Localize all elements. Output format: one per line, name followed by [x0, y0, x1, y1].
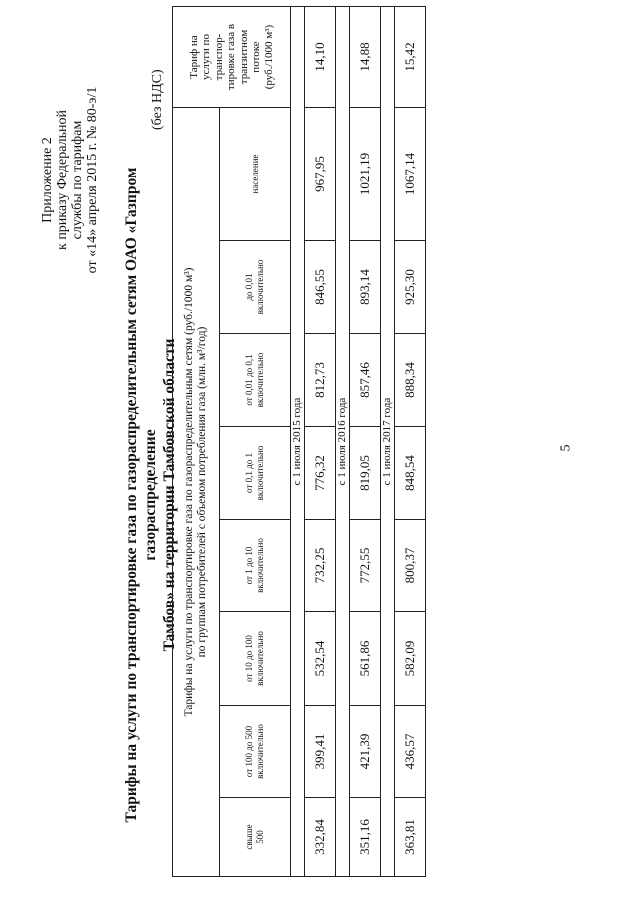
vat-note: (без НДС) — [150, 69, 165, 130]
transit-header-line: тировке газа в — [225, 23, 238, 91]
column-header — [220, 108, 291, 241]
table-cell: 1067,14 — [395, 108, 426, 241]
column-header-line: до 0,01 — [244, 273, 254, 301]
column-header-line: от 10 до 100 — [244, 635, 254, 682]
page-number: 5 — [558, 444, 574, 452]
appendix-line: от «14» апреля 2015 г. № 80-э/1 — [85, 86, 100, 274]
table-cell: 800,37 — [395, 520, 426, 612]
group-header-line: по группам потребителей с объемом потребления газа (млн. м³/год) — [196, 326, 208, 658]
column-header — [220, 520, 291, 612]
period-label: с 1 июля 2015 года — [291, 7, 305, 877]
group-header — [173, 108, 220, 877]
period-label: с 1 июля 2016 года — [336, 7, 350, 877]
table-cell: 732,25 — [305, 520, 336, 612]
column-header — [220, 334, 291, 427]
document-title — [122, 125, 179, 865]
table-cell: 399,41 — [305, 706, 336, 798]
column-header-line: от 0,1 до 1 — [244, 453, 254, 493]
column-header — [220, 241, 291, 334]
column-header-line: включительно — [255, 631, 265, 686]
table-cell: 582,09 — [395, 612, 426, 706]
title-line: Тарифы на услуги по транспортировке газа по газораспределительным сетям ОАО «Газпром газораспределение — [123, 167, 159, 823]
appendix-line: к приказу Федеральной — [55, 110, 70, 250]
column-header — [220, 798, 291, 877]
column-header-line: включительно — [255, 538, 265, 593]
column-header-line: 500 — [255, 830, 265, 844]
table-cell: 532,54 — [305, 612, 336, 706]
transit-header-line: (руб./1000 м³) — [262, 24, 275, 90]
table-cell: 776,32 — [305, 427, 336, 520]
table-cell: 14,10 — [305, 7, 336, 108]
tariff-table — [172, 6, 426, 877]
period-label: с 1 июля 2017 года — [381, 7, 395, 877]
column-header-line: от 100 до 500 — [244, 725, 254, 778]
transit-header-line: услуги по — [200, 34, 213, 80]
table-cell: 925,30 — [395, 241, 426, 334]
table-cell: 967,95 — [305, 108, 336, 241]
column-header — [220, 706, 291, 798]
group-header-line: Тарифы на услуги по транспортировке газа по газораспределительным сетям (руб./1000 м³) — [183, 267, 195, 717]
column-header-line: включительно — [255, 724, 265, 779]
table-cell: 812,73 — [305, 334, 336, 427]
table-cell: 436,57 — [395, 706, 426, 798]
column-header-line: включительно — [255, 445, 265, 501]
table-cell: 332,84 — [305, 798, 336, 877]
transit-header — [173, 7, 291, 108]
column-header-line: включительно — [255, 352, 265, 408]
table-cell: 14,88 — [350, 7, 381, 108]
table-cell: 893,14 — [350, 241, 381, 334]
column-header-line: свыше — [244, 824, 254, 850]
table-cell: 15,42 — [395, 7, 426, 108]
table-cell: 888,34 — [395, 334, 426, 427]
table-cell: 772,55 — [350, 520, 381, 612]
column-header-line: включительно — [255, 259, 265, 315]
appendix-line: Приложение 2 — [40, 137, 55, 223]
table-cell: 846,55 — [305, 241, 336, 334]
column-header-line: от 1 до 10 — [244, 546, 254, 585]
table-cell: 848,54 — [395, 427, 426, 520]
title-line: Тамбов» на территории Тамбовской области — [161, 338, 178, 652]
transit-header-line: транзитном — [237, 29, 250, 85]
table-cell: 351,16 — [350, 798, 381, 877]
table-cell: 561,86 — [350, 612, 381, 706]
column-header-line: население — [249, 154, 260, 194]
column-header — [220, 427, 291, 520]
table-cell: 421,39 — [350, 706, 381, 798]
table-cell: 1021,19 — [350, 108, 381, 241]
appendix-header — [40, 50, 100, 310]
transit-header-line: Тариф на — [187, 35, 200, 79]
column-header-line: от 0,01 до 0,1 — [244, 354, 254, 406]
transit-header-line: транспор- — [212, 33, 225, 81]
table-cell: 363,81 — [395, 798, 426, 877]
appendix-line: службы по тарифам — [70, 120, 85, 240]
table-cell: 857,46 — [350, 334, 381, 427]
table-cell: 819,05 — [350, 427, 381, 520]
column-header — [220, 612, 291, 706]
transit-header-line: потоке — [250, 41, 263, 73]
